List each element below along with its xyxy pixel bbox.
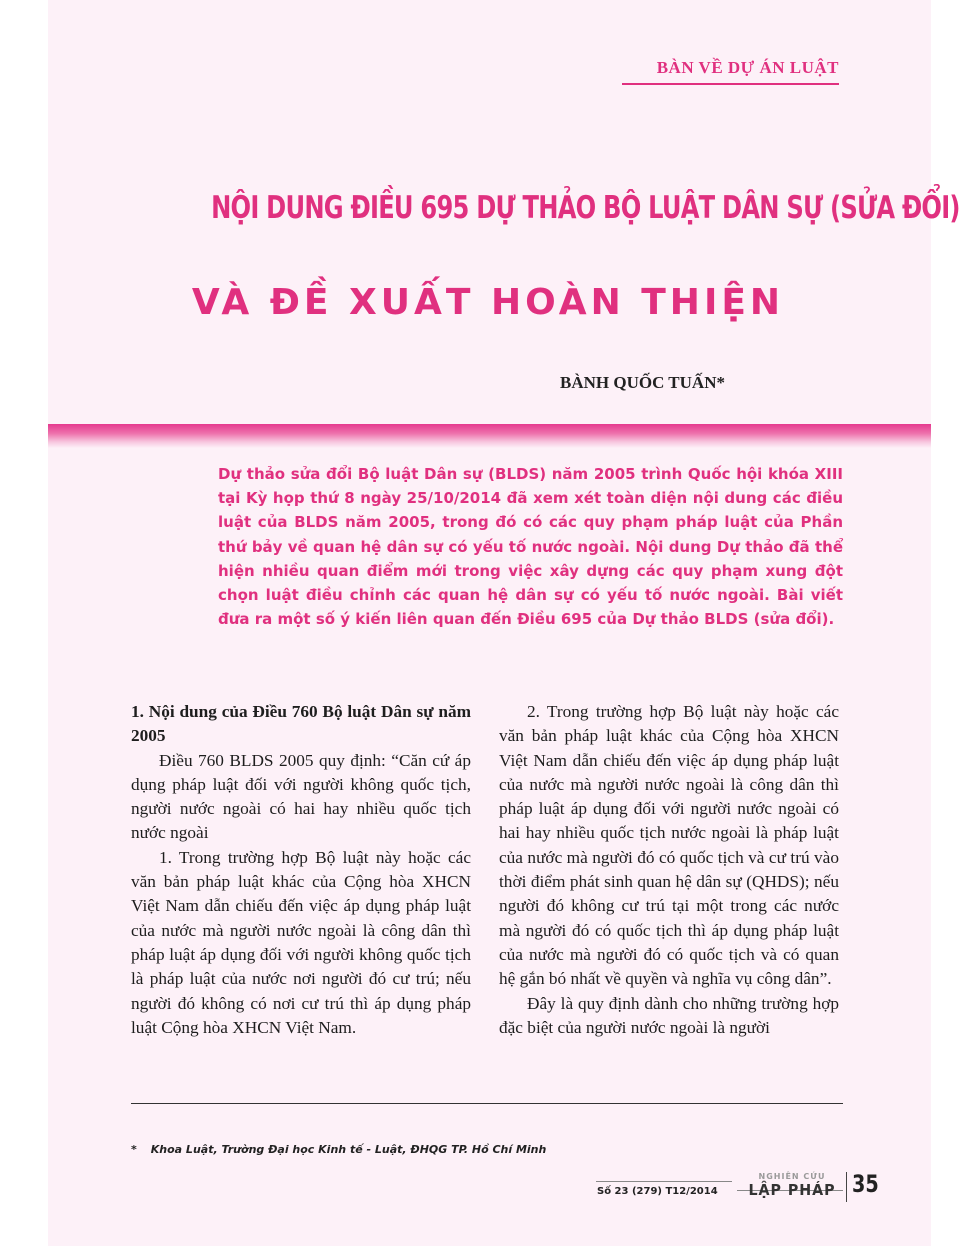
issue-info: Số 23 (279) T12/2014 [597,1186,718,1197]
body-paragraph: 1. Trong trường hợp Bộ luật này hoặc các văn bản pháp luật khác của Cộng hòa XHCN Việt Nam dẫn chiếu đến việc áp dụng pháp luật của nước mà người nước ngoài là công dân thì pháp luật áp dụng đối với người không quốc tịch là pháp luật của nước nơi người đó cư trú; nếu người đó không có nơi cư trú thì áp dụng pháp luật Cộng hòa XHCN Việt Nam. [131,847,471,1037]
body-column-right [499,700,839,1040]
body-paragraph: Điều 760 BLDS 2005 quy định: “Căn cứ áp dụng pháp luật đối với người không quốc tịch, người nước ngoài có hai hay nhiều quốc tịch nước ngoài [131,750,471,843]
brand-top-text: NGHIÊN CỨU [758,1172,826,1181]
footnote [131,1143,546,1156]
section-label: BÀN VỀ DỰ ÁN LUẬT [656,58,839,77]
section-rule [622,83,839,85]
article-title-line2: VÀ ĐỀ XUẤT HOÀN THIỆN [191,282,785,323]
author-name: BÀNH QUỐC TUẤN* [560,373,725,392]
page-number: 35 [852,1170,879,1198]
header-divider-band [48,424,931,448]
footnote-divider [131,1103,843,1104]
body-paragraph: Đây là quy định dành cho những trường hợp đặc biệt của người nước ngoài là người [499,993,839,1037]
section-heading: 1. Nội dung của Điều 760 Bộ luật Dân sự năm 2005 [131,702,471,746]
abstract: Dự thảo sửa đổi Bộ luật Dân sự (BLDS) năm 2005 trình Quốc hội khóa XIII tại Kỳ họp thứ 8 ngày 25/10/2014 đã xem xét toàn diện nội dung các điều luật của BLDS năm 2005, trong đó có các quy phạm pháp luật của Phần thứ bảy về quan hệ dân sự có yếu tố nước ngoài. Nội dung Dự thảo đã thể hiện nhiều quan điểm mới trong việc xây dựng các quy phạm xung đột chọn luật điều chỉnh các quan hệ dân sự có yếu tố nước ngoài. Bài viết đưa ra một số ý kiến liên quan đến Điều 695 của Dự thảo BLDS (sửa đổi). [218,465,843,629]
issue-rule [596,1181,732,1182]
footnote-text: Khoa Luật, Trường Đại học Kinh tế - Luật, ĐHQG TP. Hồ Chí Minh [150,1143,547,1156]
article-title-line1: NỘI DUNG ĐIỀU 695 DỰ THẢO BỘ LUẬT DÂN SỰ (SỬA ĐỔI) [211,190,960,226]
body-column-left [131,700,471,1040]
brand-main-text: LẬP PHÁP [748,1181,836,1199]
body-paragraph: 2. Trong trường hợp Bộ luật này hoặc các văn bản pháp luật khác của Cộng hòa XHCN Việt Nam dẫn chiếu đến việc áp dụng pháp luật của nước mà người nước ngoài là công dân thì pháp luật áp dụng đối với người nước ngoài có hai hay nhiều quốc tịch nước ngoài là pháp luật của nước mà người đó có quốc tịch và cư trú vào thời điểm phát sinh quan hệ dân sự (QHDS); nếu người đó không cư trú tại một trong các nước mà người đó có quốc tịch thì áp dụng pháp luật của nước mà người đó có quốc tịch và có quan hệ gắn bó nhất về quyền và nghĩa vụ công dân”. [499,702,839,989]
journal-brand [744,1172,840,1199]
footnote-mark: * [131,1143,137,1156]
page-number-divider [846,1172,847,1202]
